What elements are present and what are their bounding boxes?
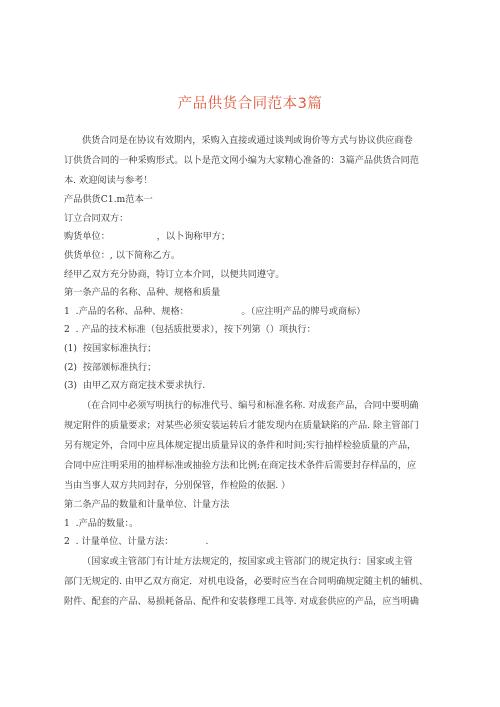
tail-line: 附件、配套的产品、易损耗备品、配件和安装修理工具等. 对成套供应的产品，应当明确 (64, 596, 419, 608)
body-line: 购货单位： ，以卜询称甲方； (64, 231, 231, 243)
intro-line: 供货合同是在协议有效期内，采购入直接或通过谈判或询价等方式与协议供应商卷 (82, 135, 413, 146)
tail-line: （国家或主管部门有计址方法规定的，按国家或主管部门的规定执行：国家或主管 (82, 556, 413, 568)
intro-line: 本. 欢迎阅读与参考！ (64, 175, 153, 187)
document-title: 产品供货合同范本3篇 (177, 96, 323, 112)
body-line: 供货单位：, 以下简称乙方。 (64, 250, 181, 262)
tail-line: 部门无规定的. 由甲乙双方商定．对机电设备，必要时应当在合同明确规定随主机的辅机、 (64, 576, 429, 588)
intro-line: 订供货合同的一种采购形式。以卜是范文网小编为大家精心准备的：3篇产品供货合同范 (64, 155, 419, 167)
list-item: (3) 由甲乙双方商定技术要求执行. (64, 380, 206, 392)
section-heading: 第一条产品的名称、品种、规格和质量 (64, 287, 221, 299)
body-line: 2 . 计量单位、计量方法： . (64, 536, 209, 548)
body-line: 订立合同双方： (64, 212, 129, 224)
section-heading: 第二条产品的数量和计量单位、计量方法 (64, 499, 230, 511)
contract-heading: 产品供货C1.m范本一 (64, 194, 153, 206)
note-line: 当由当事人双方共同封存，分别保管，作检险的依据. ） (64, 480, 291, 492)
list-item: (2) 按部颁标准执行； (64, 361, 157, 373)
note-line: 另有规定外，合同中应具体规定提出质量异议的条件和时间;实行抽样检验质量的产品， (64, 440, 417, 451)
note-line: 合同中应注明采用的抽样标准或抽验方法和比例;在商定技术条件后需要封存样品的，应 (64, 460, 417, 472)
list-item: (1) 按国家标准执行； (64, 343, 157, 355)
body-line: 2 . 产品的技术标准（包括质批要求），按下列第（）项执行： (64, 324, 316, 336)
body-line: 1 .产品的数量：。 (64, 517, 139, 529)
note-line: （在合同中必须写明执行的标准代号、编号和标准名称. 对成套产品，合同中要明确 (82, 399, 419, 411)
document-body (64, 131, 440, 612)
body-line: 1 .产品的名称、品种、规格： 。（应注明产品的牌号或商标） (64, 305, 366, 317)
note-line: 规定附件的质量要求；对某些必须安装运转后才能发现内在质量缺陷的产品. 除主管部门 (64, 419, 419, 431)
body-line: 经甲乙双方充分协商，特订立本介同，以便共同遵守。 (64, 268, 285, 280)
